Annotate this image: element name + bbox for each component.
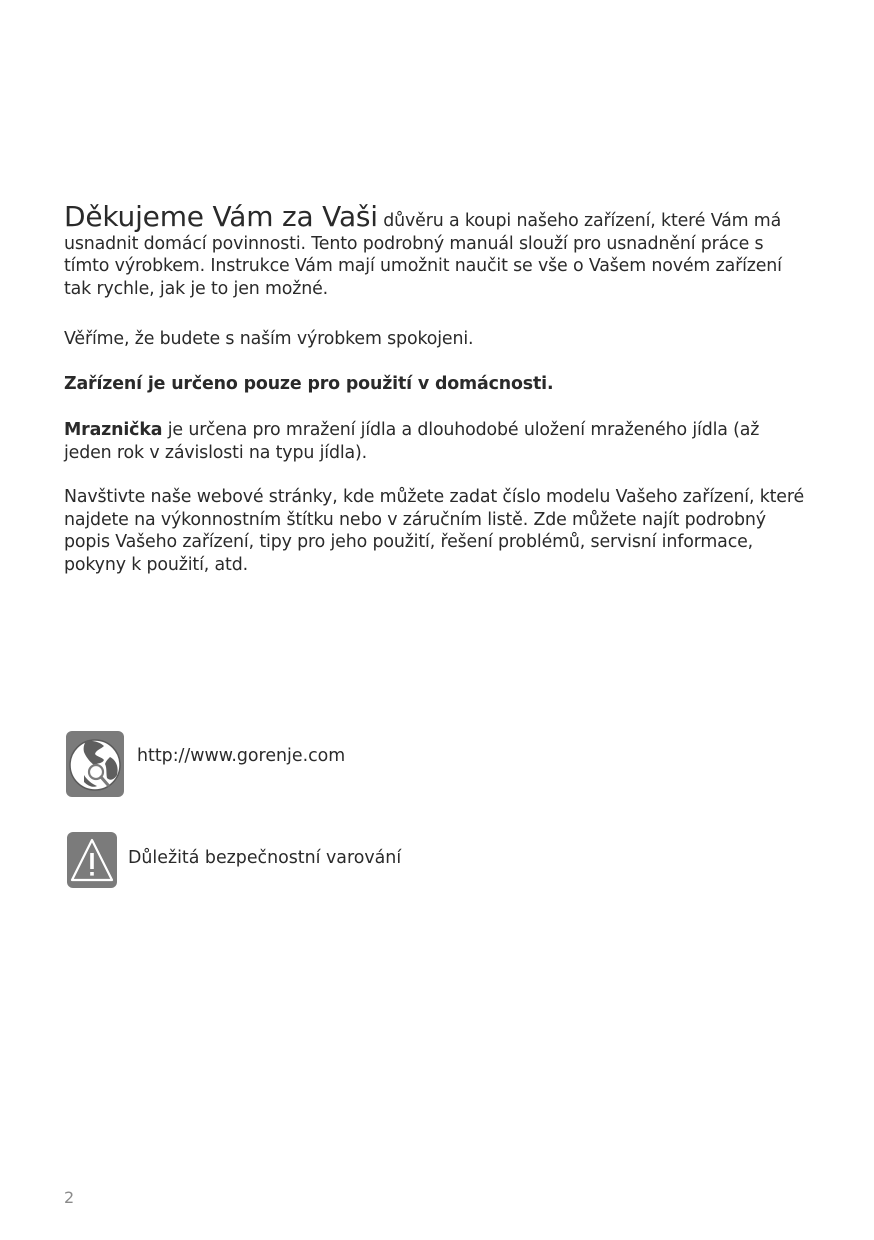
intro-paragraph [64, 200, 812, 300]
satisfaction-paragraph: Věříme, že budete s naším výrobkem spokojeni. [64, 329, 474, 349]
safety-warning-label: Důležitá bezpečnostní varování [128, 848, 402, 868]
intro-text: důvěru a koupi našeho zařízení, které Vám má usnadnit domácí povinnosti. Tento podrobný manuál slouží pro usnadnění práce s tímto výrobkem. Instrukce Vám mají umožnit naučit se vše o Vašem novém zařízení tak rychle, jak je to jen možné. [64, 211, 782, 299]
intro-lead: Děkujeme Vám za Vaši [64, 200, 378, 233]
website-link[interactable]: http://www.gorenje.com [137, 746, 346, 766]
globe-search-icon [66, 731, 124, 797]
warning-triangle-icon [67, 832, 117, 888]
freezer-description: je určena pro mražení jídla a dlouhodobé uložení mraženého jídla (až jeden rok v závislosti na typu jídla). [64, 420, 760, 463]
freezer-paragraph [64, 419, 812, 464]
page-number: 2 [64, 1188, 75, 1207]
household-use-notice: Zařízení je určeno pouze pro použití v domácnosti. [64, 374, 554, 394]
freezer-term: Mraznička [64, 420, 163, 440]
website-paragraph: Navštivte naše webové stránky, kde můžete zadat číslo modelu Vašeho zařízení, které najdete na výkonnostním štítku nebo v záručním listě. Zde můžete najít podrobný popis Vašeho zařízení, tipy pro jeho použití, řešení problémů, servisní informace, pokyny k použití, atd. [64, 487, 805, 575]
